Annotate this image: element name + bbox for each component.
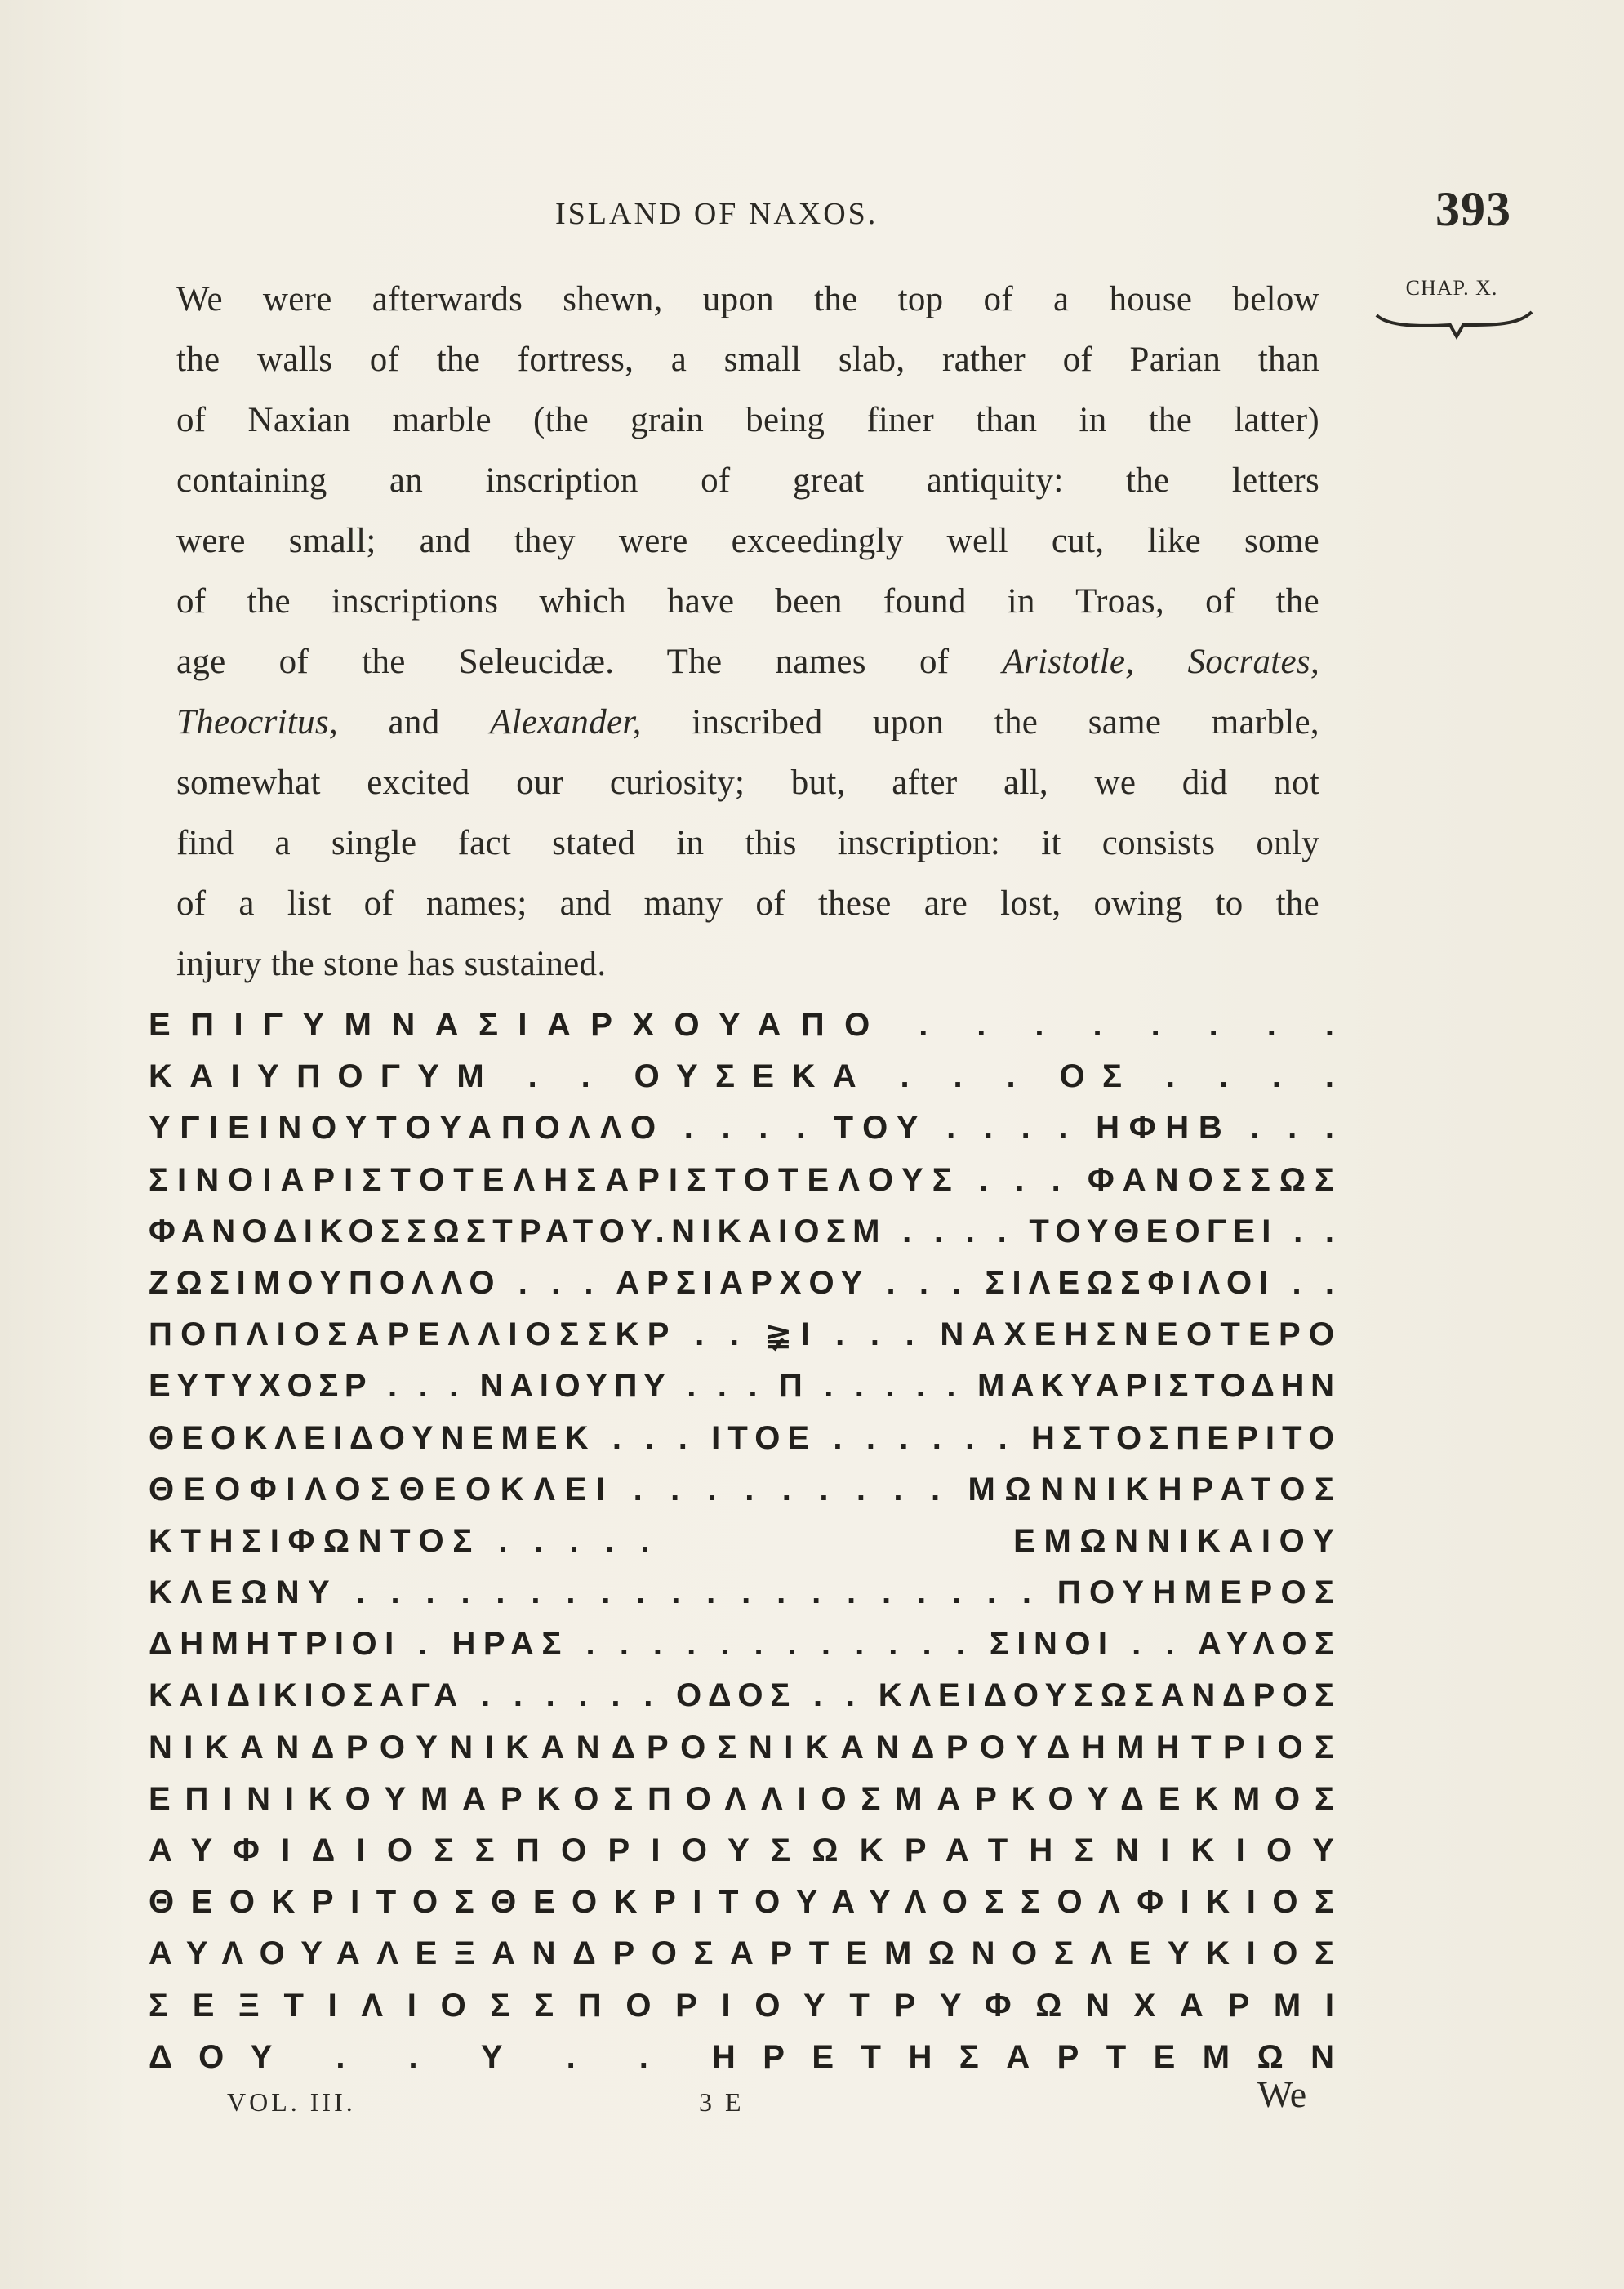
inscription-text: ΝΙΚΑΝΔΡΟΥΝΙΚΑΝΔΡΟΣΝΙΚΑΝΔΡΟΥΔΗΜΗΤΡΙΟΣ: [149, 1729, 1346, 1766]
inscription-line: [149, 1619, 1342, 1670]
body-line: of a list of names; and many of these are lost, owing to the: [176, 884, 1319, 923]
inscription-line: [149, 1774, 1349, 1825]
body-line: somewhat excited our curiosity; but, after all, we did not: [176, 764, 1319, 802]
inscription-text: ΔΗΜΗΤΡΙΟΙ . ΗΡΑΣ . . . . . . . . . . . . ΣΙΝΟΙ . . ΑΥΛΟΣ: [149, 1626, 1342, 1663]
inscription-text: ΕΠΙΝΙΚΟΥΜΑΡΚΟΣΠΟΛΛΙΟΣΜΑΡΚΟΥΔΕΚΜΟΣ: [149, 1780, 1349, 1817]
inscription-text: ΚΑΙΥΠΟΓΥΜ . . ΟΥΣΕΚΑ . . . ΟΣ . . . .: [149, 1058, 1352, 1095]
inscription-text: ΥΓΙΕΙΝΟΥΤΟΥΑΠΟΛΛΟ . . . . ΤΟΥ . . . . ΗΦΗΒ . . .: [149, 1110, 1344, 1147]
inscription-text: ΘΕΟΦΙΛΟΣΘΕΟΚΛΕΙ . . . . . . . . . ΜΩΝΝΙΚΗΡΑΤΟΣ: [149, 1471, 1344, 1507]
catchword: We: [1257, 2073, 1307, 2115]
inscription-text: ΦΑΝΟΔΙΚΟΣΣΩΣΤΡΑΤΟΥ.ΝΙΚΑΙΟΣΜ . . . . ΤΟΥΘΕΟΓΕΙ . .: [149, 1213, 1341, 1249]
italic-name-run: Aristotle, Socrates,: [1002, 643, 1319, 681]
body-text-run: and: [338, 703, 491, 741]
body-line: were small; and they were exceedingly well cut, like some: [176, 522, 1319, 560]
inscription-line: [149, 1206, 1341, 1258]
inscription-text: ΚΤΗΣΙΦΩΝΤΟΣ . . . . . ΕΜΩΝΝΙΚΑΙΟΥ: [149, 1522, 1343, 1559]
inscription-text: ΑΥΦΙΔΙΟΣΣΠΟΡΙΟΥΣΩΚΡΑΤΗΣΝΙΚΙΟΥ: [149, 1833, 1356, 1868]
inscription-line: [149, 1413, 1342, 1464]
body-line: containing an inscription of great antiquity: the letters: [176, 461, 1319, 500]
inscription-line: [149, 1155, 1344, 1206]
inscription-text: ΚΑΙΔΙΚΙΟΣΑΓΑ . . . . . . ΟΔΟΣ . . ΚΛΕΙΔΟΥΣΩΣΑΝΔΡΟΣ: [149, 1677, 1341, 1714]
body-text-run: inscribed upon the same marble,: [641, 703, 1319, 741]
inscription-text: ΠΟΠΛΙΟΣΑΡΕΛΛΙΟΣΣΚΡ . . ≩Ι . . . ΝΑΧΕΗΣΝΕΟΤΕΡΟ: [149, 1316, 1343, 1353]
inscription-text: ΑΥΛΟΥΑΛΕΞΑΝΔΡΟΣΑΡΤΕΜΩΝΟΣΛΕΥΚΙΟΣ: [149, 1935, 1351, 1972]
inscription-line: [149, 1360, 1341, 1412]
greek-inscription: [149, 1000, 1362, 2083]
inscription-text: ΣΙΝΟΙΑΡΙΣΤΟΤΕΛΗΣΑΡΙΣΤΟΤΕΛΟΥΣ . . . ΦΑΝΟΣΣΩΣ: [149, 1161, 1344, 1198]
inscription-line: [149, 1102, 1344, 1154]
inscription-line: [149, 1464, 1344, 1516]
italic-name-run: Alexander,: [490, 703, 642, 741]
inscription-line: [149, 1309, 1343, 1360]
body-line: We were afterwards shewn, upon the top of a house below: [176, 280, 1319, 318]
brace-ornament: [1372, 309, 1535, 341]
page-number: 393: [1435, 182, 1511, 236]
inscription-text: ΚΛΕΩΝΥ . . . . . . . . . . . . . . . . . . . . ΠΟΥΗΜΕΡΟΣ: [149, 1574, 1343, 1611]
inscription-text: ΕΠΙΓΥΜΝΑΣΙΑΡΧΟΥΑΠΟ . . . . . . . .: [149, 1007, 1355, 1043]
signature-mark: 3 E: [699, 2087, 745, 2117]
inscription-text: ΘΕΟΚΡΙΤΟΣΘΕΟΚΡΙΤΟΥΑΥΛΟΣΣΟΛΦΙΚΙΟΣ: [149, 1884, 1351, 1921]
volume-footer: VOL. III.: [227, 2087, 356, 2117]
inscription-text: ΣΕΞΤΙΛΙΟΣΣΠΟΡΙΟΥΤΡΥΦΩΝΧΑΡΜΙ: [149, 1987, 1359, 2024]
body-text-run: age of the Seleucidæ. The names of: [176, 643, 1003, 681]
inscription-text: ΘΕΟΚΛΕΙΔΟΥΝΕΜΕΚ . . . ΙΤΟΕ . . . . . . ΗΣΤΟΣΠΕΡΙΤΟ: [149, 1419, 1342, 1456]
inscription-line: [149, 2032, 1362, 2083]
body-line: find a single fact stated in this inscription: it consists only: [176, 824, 1319, 862]
body-line: of Naxian marble (the grain being finer than in the latter): [176, 401, 1319, 439]
body-line: [176, 632, 1319, 692]
inscription-line: [149, 1722, 1346, 1774]
inscription-line: [149, 1000, 1355, 1051]
chapter-margin-note: CHAP. X.: [1405, 276, 1498, 300]
inscription-text: ΕΥΤΥΧΟΣΡ . . . ΝΑΙΟΥΠΥ . . . Π . . . . . ΜΑΚΥΑΡΙΣΤΟΔΗΝ: [149, 1368, 1341, 1405]
inscription-line: [149, 1928, 1351, 1979]
body-line: [176, 692, 1319, 753]
inscription-line: [149, 1670, 1341, 1721]
body-line: of the inscriptions which have been found in Troas, of the: [176, 582, 1319, 621]
inscription-line: [149, 1877, 1351, 1928]
inscription-line: [149, 1051, 1352, 1102]
inscription-text: ΖΩΣΙΜΟΥΠΟΛΛΟ . . . ΑΡΣΙΑΡΧΟΥ . . . ΣΙΛΕΩΣΦΙΛΟΙ . .: [149, 1264, 1342, 1301]
inscription-line: [149, 1980, 1359, 2032]
body-paragraph: [176, 269, 1319, 995]
inscription-line: [149, 1516, 1343, 1567]
body-line: the walls of the fortress, a small slab, rather of Parian than: [176, 341, 1319, 379]
body-line: injury the stone has sustained.: [176, 945, 607, 983]
italic-name-run: Theocritus,: [176, 703, 338, 741]
inscription-line: [149, 1258, 1342, 1309]
inscription-text: ΔΟΥ . . Υ . . ΗΡΕΤΗΣΑΡΤΕΜΩΝ: [149, 2038, 1362, 2075]
inscription-line: [149, 1825, 1356, 1877]
inscription-line: [149, 1567, 1343, 1619]
running-title: ISLAND OF NAXOS.: [555, 197, 879, 231]
